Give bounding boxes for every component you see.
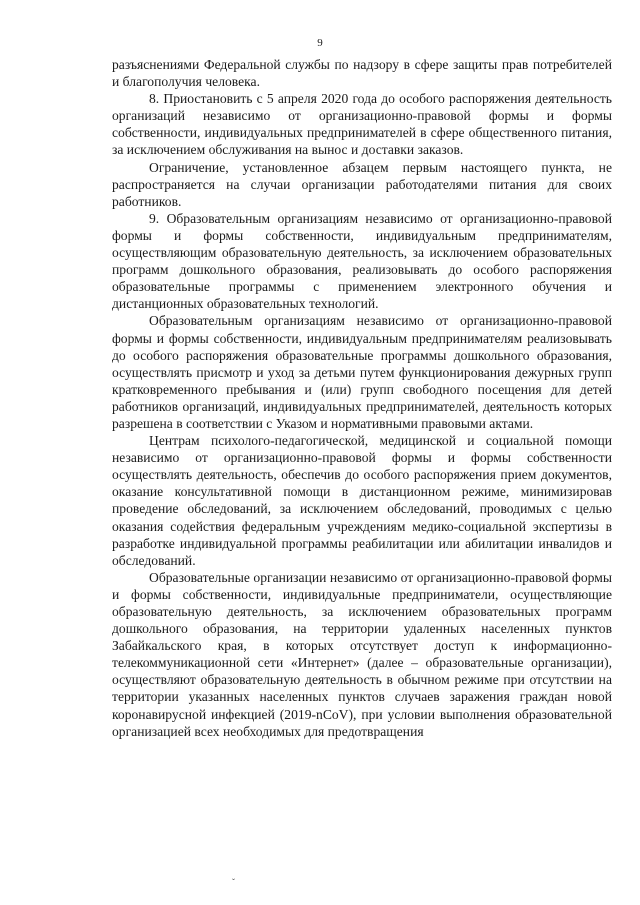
paragraph-preschool: Образовательным организациям независимо от организационно-правовой формы и формы собственности, индивидуальным предпринимателям реализовывать до особого распоряжения образовательные программы дошкольного образования, осуществлять присмотр и уход за детьми путем функционирования дежурных групп кратковременного пребывания и (или) групп свободного посещения для детей работников организаций, индивидуальных предпринимателей, деятельность которых разрешена в соответствии с Указом и нормативными правовыми актами. (112, 313, 612, 431)
document-body (112, 56, 612, 740)
paragraph-remote-settlements: Образовательные организации независимо от организационно-правовой формы и формы собственности, индивидуальные предприниматели, осуществляющие образовательную деятельность, за исключением образовательных программ дошкольного образования, на территории удаленных населенных пунктов Забайкальского края, в которых отсутствует доступ к информационно-телекоммуникационной сети «Интернет» (далее – образовательные организации), осуществляют образовательную деятельность в обычном режиме при отсутствии на территории указанных населенных пунктов случаев заражения граждан новой коронавирусной инфекцией (2019-nCoV), при условии выполнения образовательной организацией всех необходимых для предотвращения (112, 569, 612, 739)
paragraph-item-8: 8. Приостановить с 5 апреля 2020 года до особого распоряжения деятельность организаций независимо от организационно-правовой формы и формы собственности, индивидуальных предпринимателей в сфере общественного питания, за исключением обслуживания на вынос и доставки заказов. (112, 91, 612, 158)
page-number: 9 (317, 37, 323, 49)
paragraph-item-9: 9. Образовательным организациям независимо от организационно-правовой формы и формы собственности, индивидуальным предпринимателям, осуществляющим образовательную деятельность, за исключением образовательных программ дошкольного образования, реализовывать до особого распоряжения образовательные программы с применением электронного обучения и дистанционных образовательных технологий. (112, 210, 612, 312)
footer-mark: ˇ (232, 877, 235, 887)
paragraph-continuation: разъяснениями Федеральной службы по надзору в сфере защиты прав потребителей и благополучия человека. (112, 57, 612, 90)
paragraph-psych-centers: Центрам психолого-педагогической, медицинской и социальной помощи независимо от организационно-правовой формы и формы собственности осуществлять деятельность, обеспечив до особого распоряжения прием документов, оказание консультативной помощи в дистанционном режиме, минимизировав проведение обследований, за исключением обследований, проводимых с целью оказания содействия федеральным учреждениям медико-социальной экспертизы в разработке индивидуальной программы реабилитации или абилитации инвалидов и обследований. (112, 433, 612, 568)
paragraph-restriction-note: Ограничение, установленное абзацем первым настоящего пункта, не распространяется на случаи организации работодателями питания для своих работников. (112, 159, 612, 209)
